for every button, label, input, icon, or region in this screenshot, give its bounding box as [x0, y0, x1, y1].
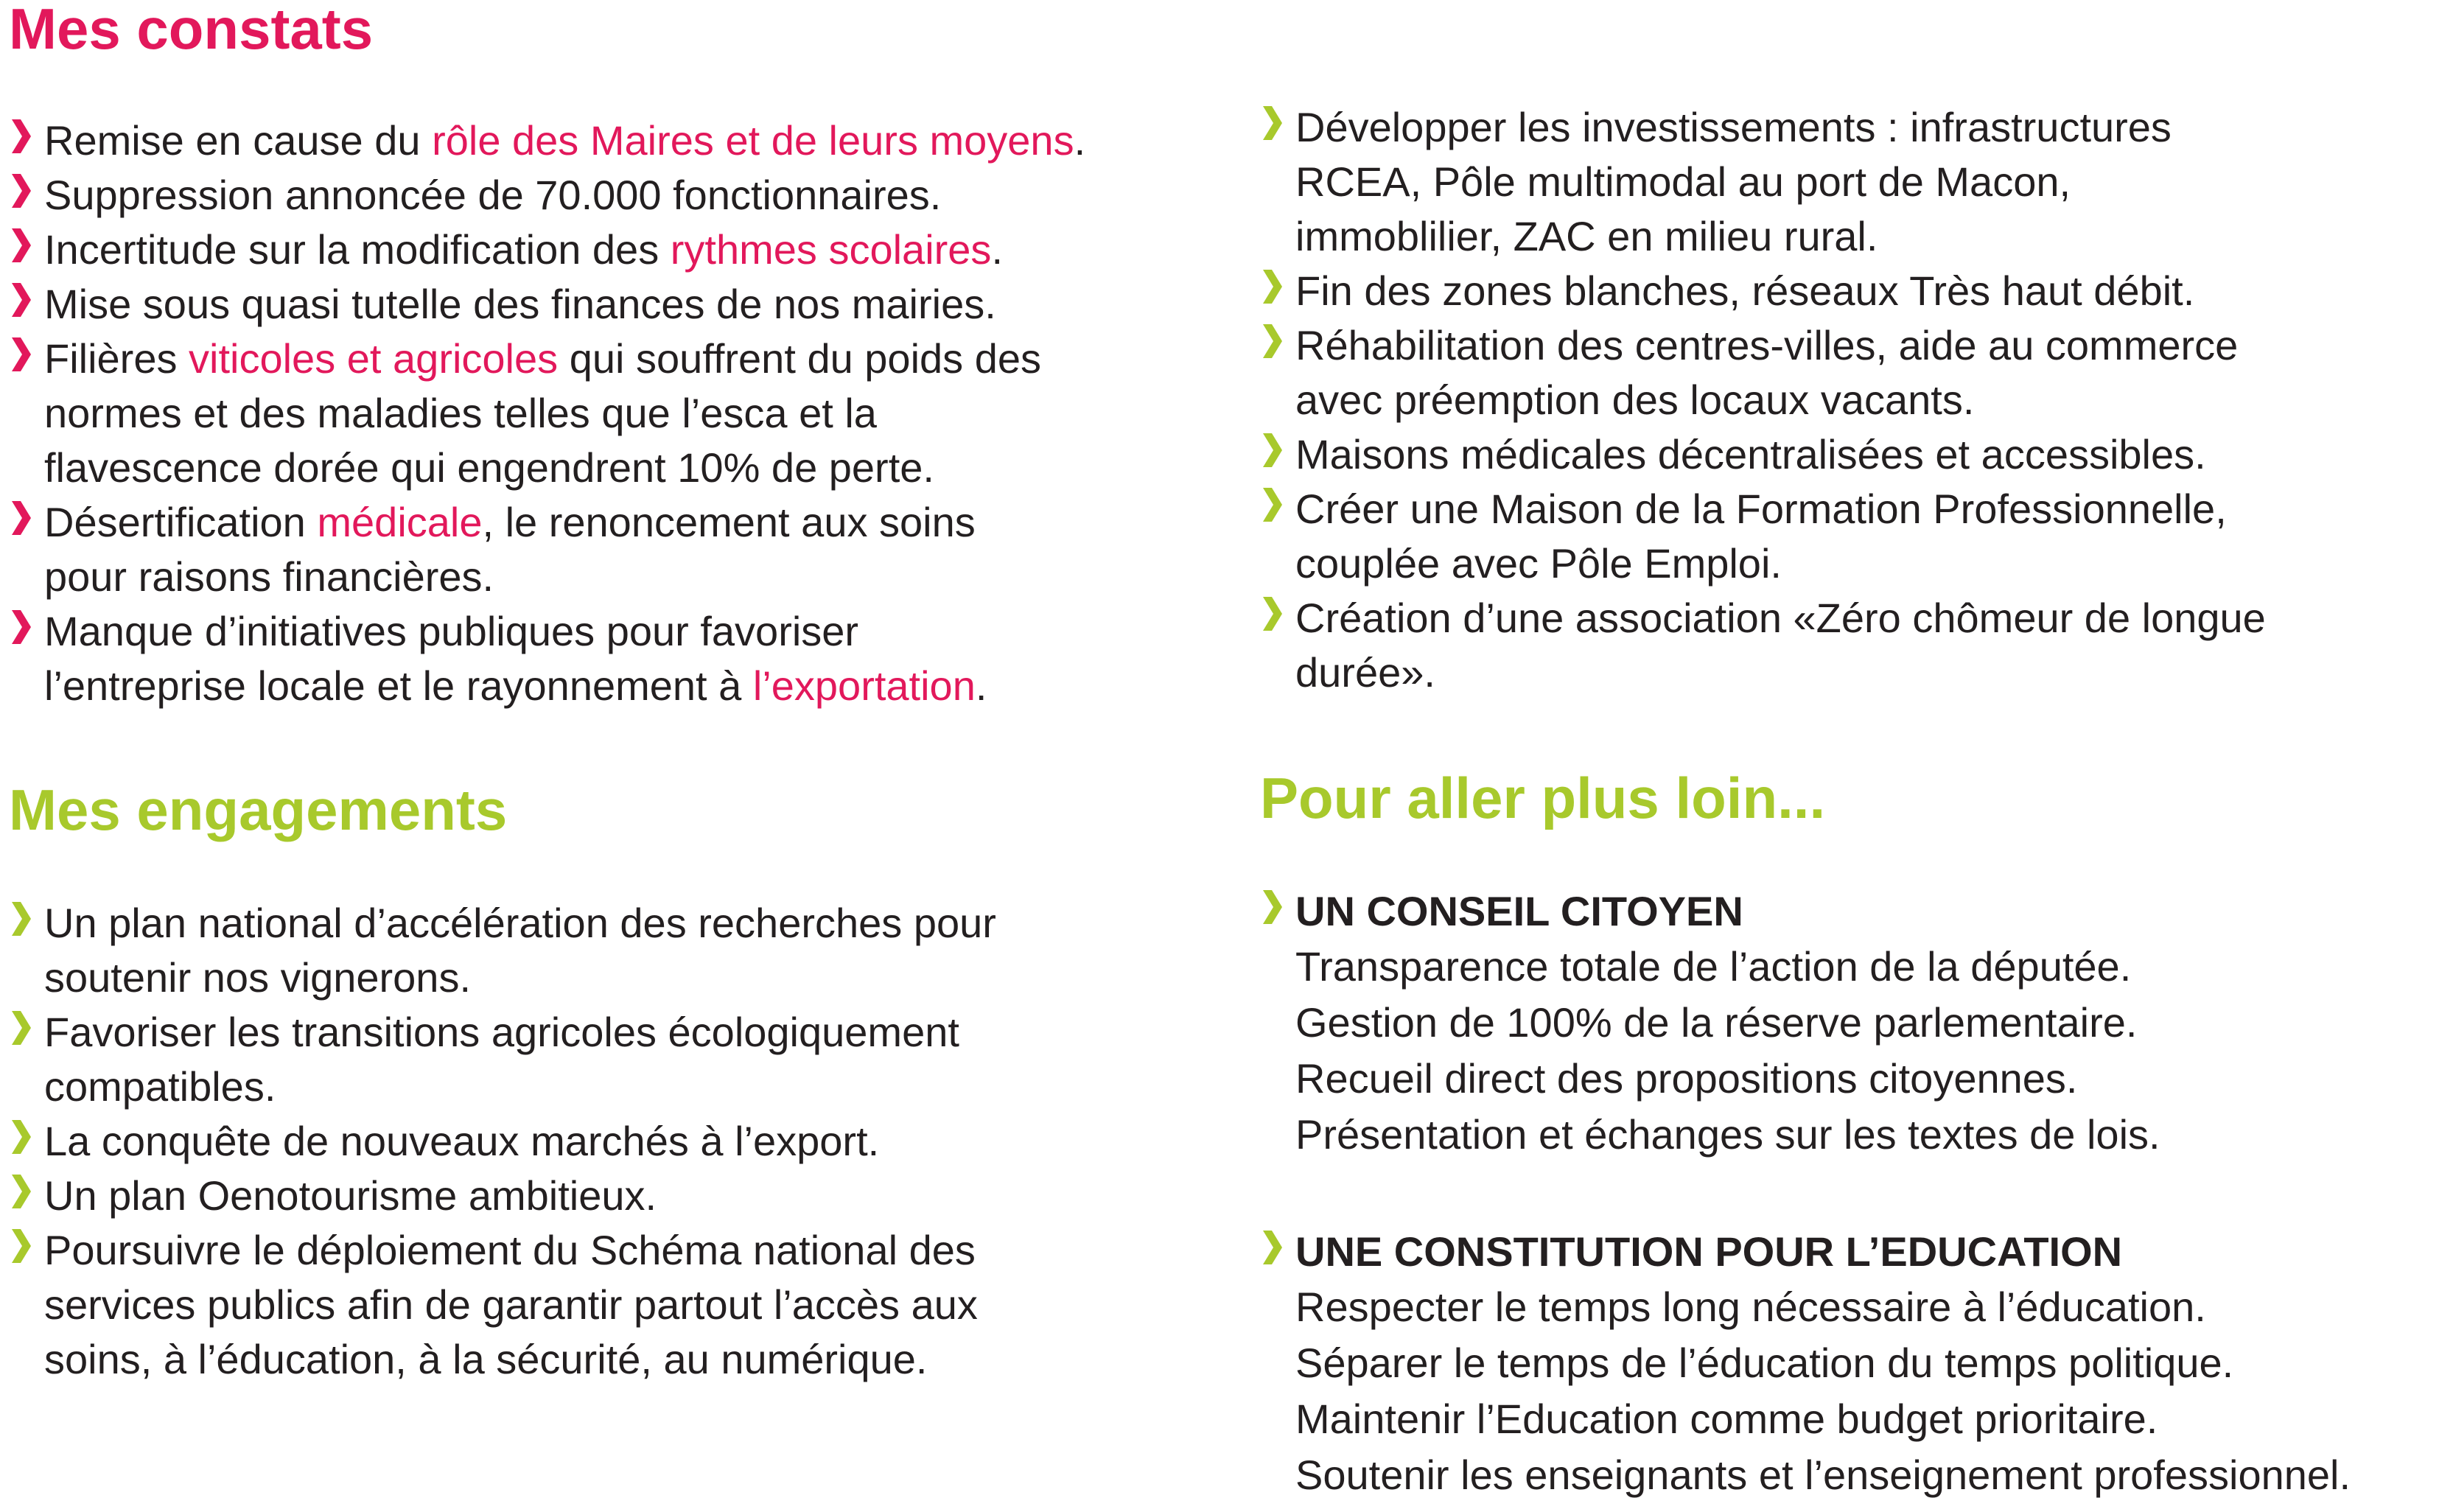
engagements-list: [9, 896, 996, 1387]
chevron-right-icon: [9, 1009, 34, 1046]
list-item: [9, 1223, 996, 1387]
text-segment: .: [1074, 117, 1086, 164]
list-item: [1260, 318, 2266, 427]
chevron-right-icon: [1260, 889, 1285, 925]
item-line: [44, 1114, 996, 1169]
text-segment: , le renoncement aux soins: [482, 499, 976, 545]
text-segment: couplée avec Pôle Emploi.: [1295, 540, 1782, 587]
text-segment: Un plan national d’accélération des recherches pour: [44, 900, 996, 946]
text-segment: .: [991, 226, 1003, 273]
chevron-right-icon: [9, 118, 34, 155]
constitution-line-3: Maintenir l’Education comme budget prioritaire.: [1295, 1396, 2158, 1442]
constitution-line-1: Respecter le temps long nécessaire à l’éducation.: [1295, 1284, 2206, 1330]
list-item: [1260, 264, 2266, 318]
investissements-list: [1260, 100, 2266, 700]
text-segment: Filières: [44, 335, 189, 382]
chevron-right-icon: [9, 336, 34, 373]
text-segment: RCEA, Pôle multimodal au port de Macon,: [1295, 158, 2071, 205]
chevron-right-icon: [1260, 268, 1285, 305]
chevron-right-icon: [1260, 105, 1285, 141]
list-item: [9, 332, 1085, 495]
text-segment: Favoriser les transitions agricoles écologiquement: [44, 1009, 959, 1055]
constitution-education-block: [1260, 1225, 2351, 1503]
text-segment: pour raisons financières.: [44, 553, 494, 600]
list-item: [1260, 427, 2266, 482]
constitution-education-heading: [1260, 1225, 2351, 1279]
text-segment: immoblilier, ZAC en milieu rural.: [1295, 213, 1878, 259]
item-line: [44, 896, 996, 951]
list-item: [9, 168, 1085, 223]
chevron-right-icon: [9, 900, 34, 937]
constitution-education-title: UNE CONSTITUTION POUR L’EDUCATION: [1295, 1228, 2123, 1275]
conseil-citoyen-block: [1260, 884, 2160, 1163]
text-segment: Création d’une association «Zéro chômeur de longue: [1295, 595, 2266, 641]
list-item: [9, 277, 1085, 332]
list-item: [9, 1114, 996, 1169]
item-line: [44, 1223, 996, 1278]
constitution-line-4: Soutenir les enseignants et l’enseignement professionnel.: [1295, 1452, 2351, 1498]
text-segment: Un plan Oenotourisme ambitieux.: [44, 1172, 657, 1219]
text-segment: soins, à l’éducation, à la sécurité, au numérique.: [44, 1336, 928, 1382]
text-segment: Remise en cause du: [44, 117, 433, 164]
text-segment: Maisons médicales décentralisées et accessibles.: [1295, 431, 2206, 477]
text-segment: Désertification: [44, 499, 318, 545]
text-segment: avec préemption des locaux vacants.: [1295, 377, 1975, 423]
list-item: [9, 1169, 996, 1223]
conseil-line-3: Recueil direct des propositions citoyennes.: [1295, 1055, 2078, 1102]
list-item: [9, 495, 1085, 604]
chevron-right-icon: [1260, 432, 1285, 469]
item-line: [1295, 645, 2266, 700]
chevron-right-icon: [9, 500, 34, 536]
item-line: [44, 550, 1085, 604]
text-segment: Créer une Maison de la Formation Professionnelle,: [1295, 486, 2227, 532]
highlighted-text: rôle des Maires et de leurs moyens: [432, 117, 1074, 164]
text-segment: compatibles.: [44, 1063, 276, 1110]
text-segment: Fin des zones blanches, réseaux Très haut débit.: [1295, 267, 2195, 314]
item-line: [44, 386, 1085, 441]
chevron-right-icon: [9, 1228, 34, 1264]
text-segment: durée».: [1295, 649, 1435, 696]
item-line: [44, 113, 1085, 168]
item-line: [1295, 318, 2266, 373]
list-item: [9, 113, 1085, 168]
constats-list: [9, 113, 1085, 713]
conseil-line-1: Transparence totale de l’action de la députée.: [1295, 943, 2132, 990]
item-line: [1295, 155, 2266, 209]
text-segment: soutenir nos vignerons.: [44, 954, 472, 1001]
list-item: [1260, 100, 2266, 264]
text-segment: Développer les investissements : infrastructures: [1295, 104, 2172, 150]
text-segment: Réhabilitation des centres-villes, aide au commerce: [1295, 322, 2239, 368]
item-line: [44, 1005, 996, 1060]
item-line: [44, 1332, 996, 1387]
text-segment: qui souffrent du poids des: [558, 335, 1042, 382]
chevron-right-icon: [1260, 1229, 1285, 1266]
item-line: [44, 441, 1085, 495]
list-item: [1260, 482, 2266, 591]
conseil-citoyen-title: UN CONSEIL CITOYEN: [1295, 888, 1743, 934]
item-line: [1295, 100, 2266, 155]
constitution-line-2: Séparer le temps de l’éducation du temps politique.: [1295, 1340, 2234, 1386]
list-item: [9, 604, 1085, 713]
list-item: [1260, 591, 2266, 700]
highlighted-text: médicale: [317, 499, 483, 545]
item-line: [1295, 209, 2266, 264]
item-line: [44, 223, 1085, 277]
text-segment: Poursuivre le déploiement du Schéma national des: [44, 1227, 976, 1273]
list-item: [9, 896, 996, 1005]
item-line: [1295, 536, 2266, 591]
chevron-right-icon: [9, 1119, 34, 1155]
conseil-line-4: Présentation et échanges sur les textes de lois.: [1295, 1111, 2160, 1158]
engagements-title: Mes engagements: [9, 777, 508, 842]
plus-loin-title: Pour aller plus loin...: [1260, 766, 1826, 830]
text-segment: l’entreprise locale et le rayonnement à: [44, 662, 753, 709]
text-segment: Manque d’initiatives publiques pour favoriser: [44, 608, 859, 654]
highlighted-text: rythmes scolaires: [670, 226, 992, 273]
item-line: [44, 1169, 996, 1223]
chevron-right-icon: [1260, 323, 1285, 360]
item-line: [44, 1060, 996, 1114]
item-line: [1295, 264, 2266, 318]
chevron-right-icon: [9, 172, 34, 209]
conseil-line-2: Gestion de 100% de la réserve parlementaire.: [1295, 999, 2138, 1046]
item-line: [44, 659, 1085, 713]
text-segment: La conquête de nouveaux marchés à l’export.: [44, 1118, 880, 1164]
highlighted-text: l’exportation: [752, 662, 976, 709]
item-line: [44, 332, 1085, 386]
text-segment: services publics afin de garantir partout l’accès aux: [44, 1281, 978, 1328]
text-segment: Mise sous quasi tutelle des finances de nos mairies.: [44, 281, 996, 327]
item-line: [44, 277, 1085, 332]
item-line: [1295, 373, 2266, 427]
item-line: [1295, 482, 2266, 536]
item-line: [44, 1278, 996, 1332]
text-segment: normes et des maladies telles que l’esca et la: [44, 390, 877, 436]
item-line: [44, 495, 1085, 550]
chevron-right-icon: [1260, 486, 1285, 523]
text-segment: .: [975, 662, 987, 709]
item-line: [44, 604, 1085, 659]
list-item: [9, 1005, 996, 1114]
text-segment: Incertitude sur la modification des: [44, 226, 671, 273]
item-line: [1295, 591, 2266, 645]
chevron-right-icon: [9, 609, 34, 645]
conseil-citoyen-heading: [1260, 884, 2160, 939]
list-item: [9, 223, 1085, 277]
text-segment: flavescence dorée qui engendrent 10% de perte.: [44, 444, 934, 491]
chevron-right-icon: [9, 1173, 34, 1210]
highlighted-text: viticoles et agricoles: [189, 335, 559, 382]
chevron-right-icon: [9, 281, 34, 318]
item-line: [44, 168, 1085, 223]
constats-title: Mes constats: [9, 0, 374, 61]
item-line: [1295, 427, 2266, 482]
chevron-right-icon: [1260, 595, 1285, 632]
chevron-right-icon: [9, 227, 34, 264]
item-line: [44, 951, 996, 1005]
text-segment: Suppression annoncée de 70.000 fonctionnaires.: [44, 172, 942, 218]
